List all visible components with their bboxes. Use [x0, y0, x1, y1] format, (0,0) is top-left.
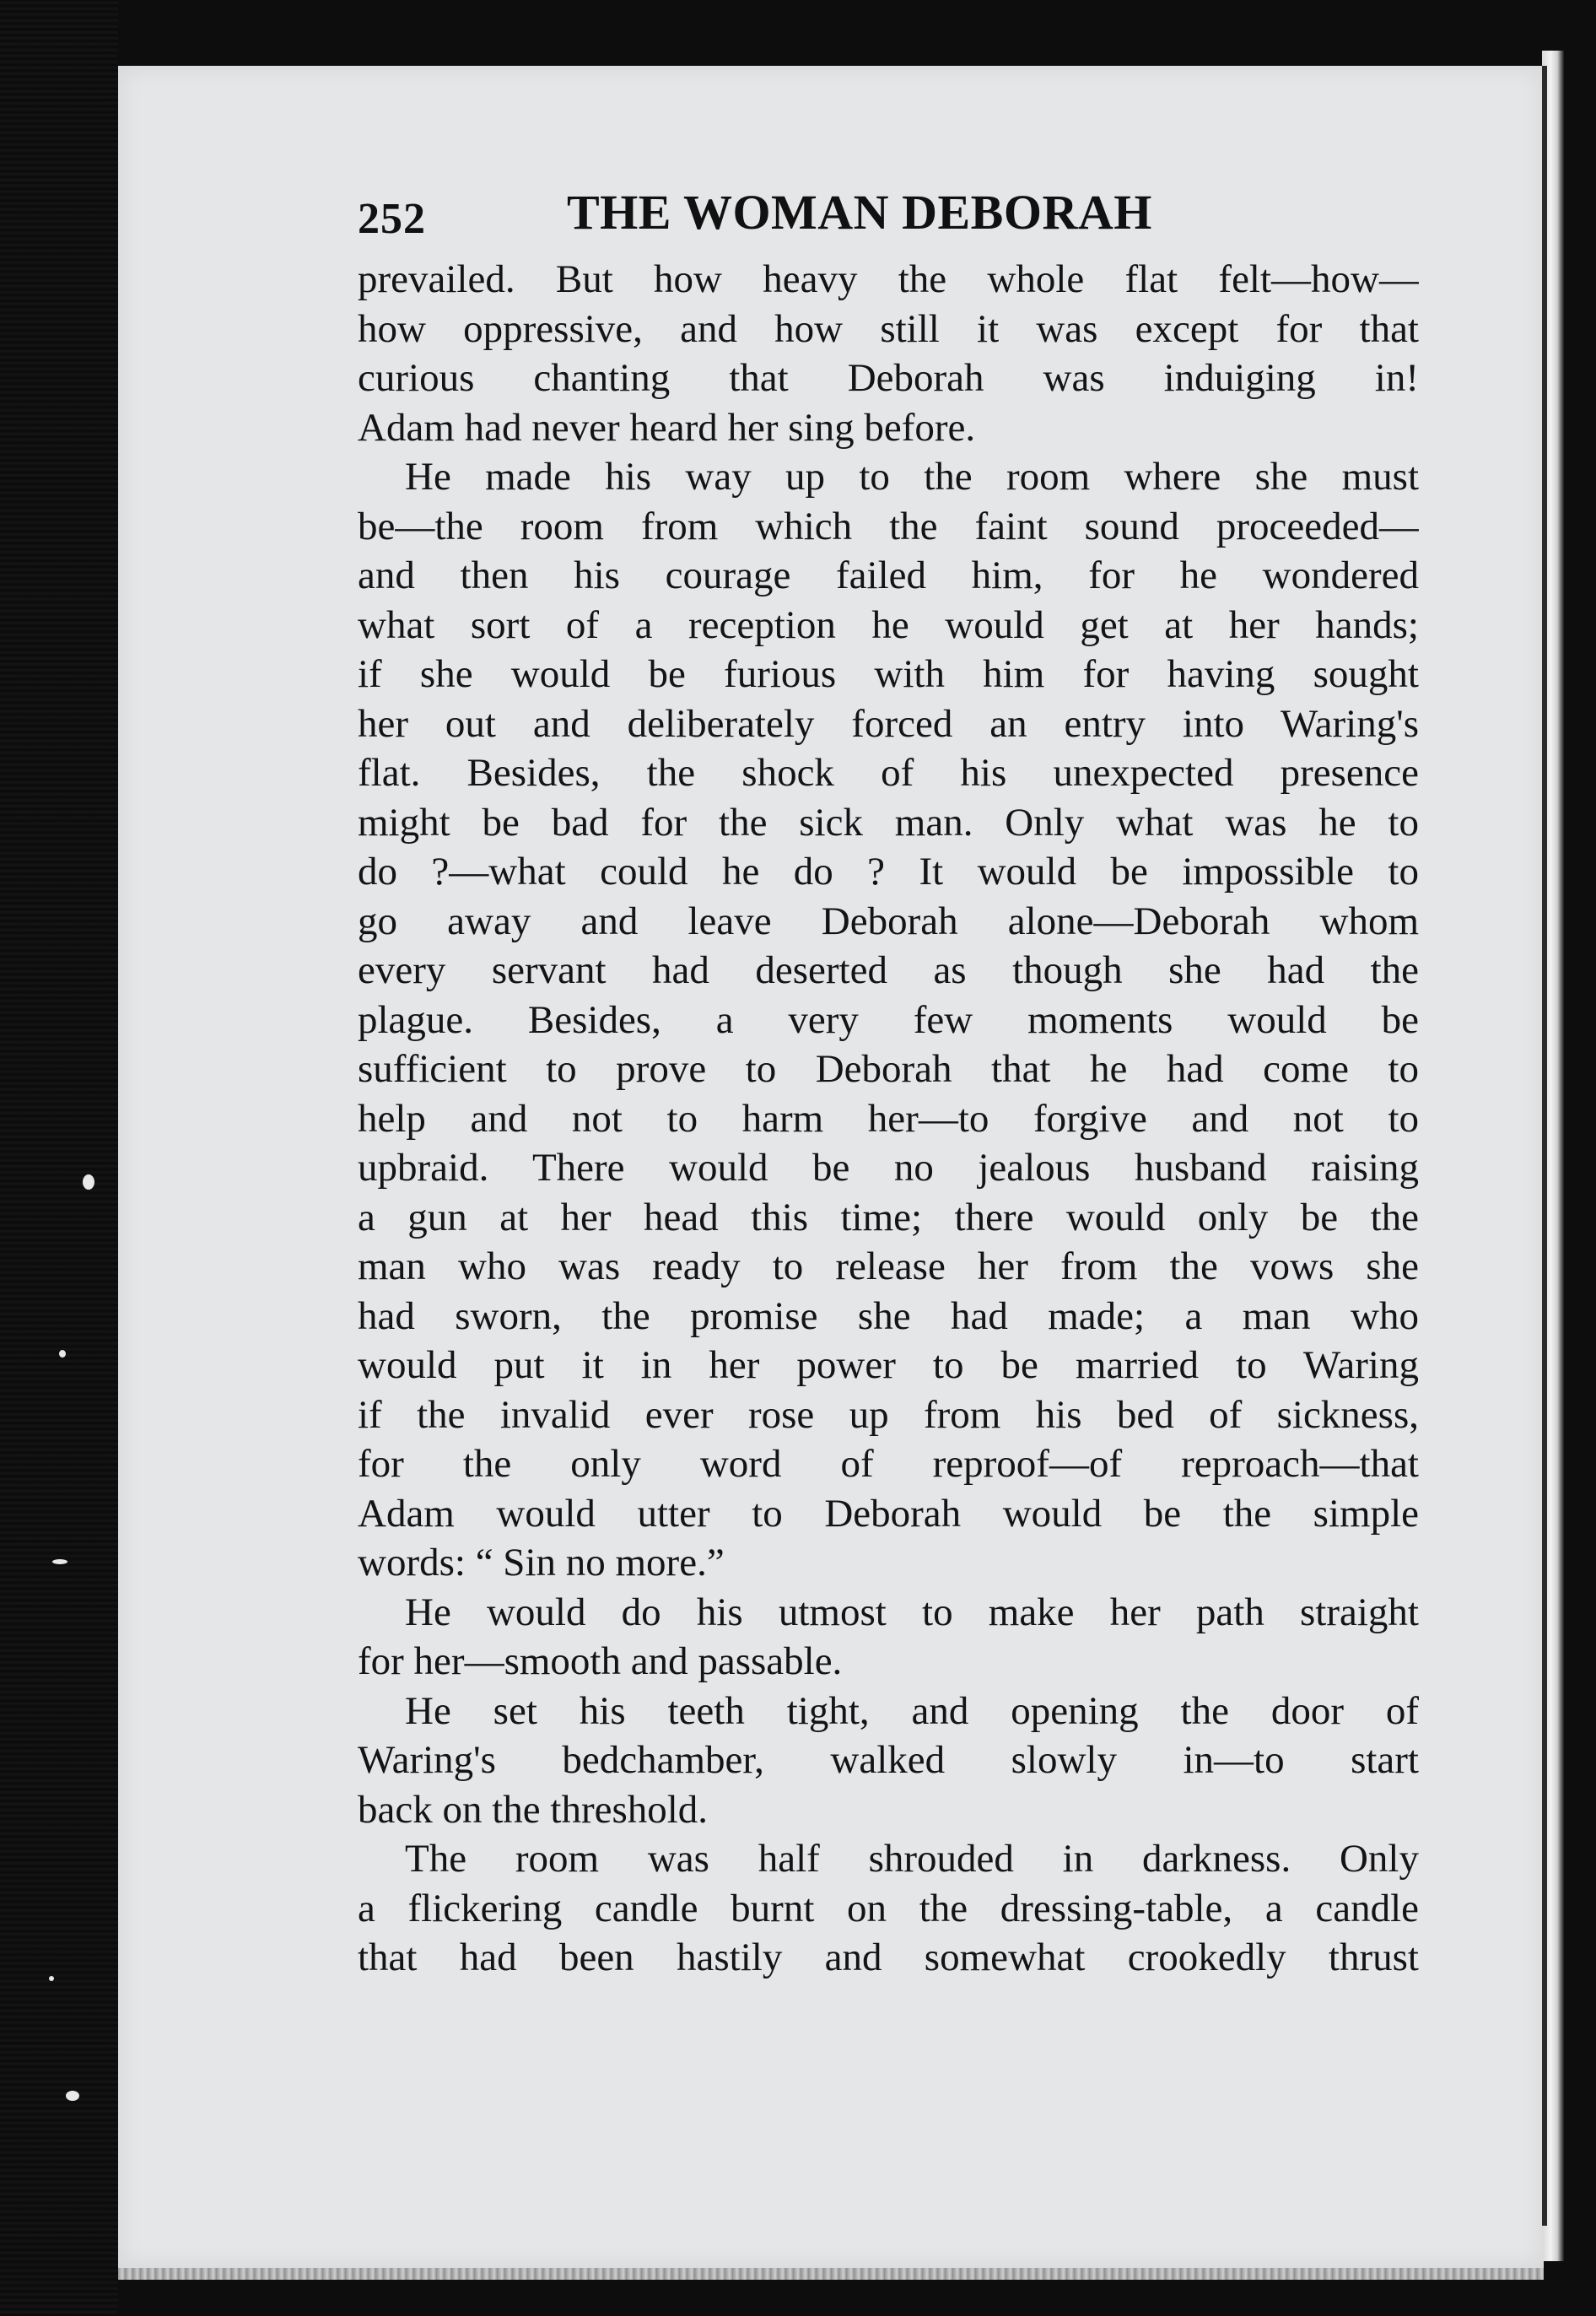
text-line: plague. Besides, a very few moments would be	[358, 997, 1419, 1042]
scan-speck	[49, 1976, 54, 1981]
text-line: He made his way up to the room where she must	[405, 455, 1419, 499]
page-bottom-edge	[118, 2268, 1544, 2280]
page-number: 252	[358, 195, 426, 243]
text-line: be—the room from which the faint sound proceeded—	[358, 504, 1419, 548]
body-text	[358, 255, 1419, 1983]
text-line: Waring's bedchamber, walked slowly in—to start	[358, 1738, 1419, 1782]
text-line: man who was ready to release her from the vows she	[358, 1244, 1419, 1288]
text-line: her out and deliberately forced an entry into Waring's	[358, 701, 1419, 746]
text-line: if she would be furious with him for having sought	[358, 652, 1419, 696]
text-line: would put it in her power to be married to Waring	[358, 1343, 1419, 1387]
text-line: Adam had never heard her sing before.	[358, 405, 976, 450]
scan-left-margin	[0, 0, 118, 2316]
text-line: Adam would utter to Deborah would be the simple	[358, 1491, 1419, 1536]
text-line: if the invalid ever rose up from his bed of sickness,	[358, 1392, 1419, 1437]
text-line: a gun at her head this time; there would only be the	[358, 1195, 1419, 1239]
text-line: every servant had deserted as though she had the	[358, 948, 1419, 992]
scan-speck	[52, 1559, 67, 1564]
binding-line	[1542, 66, 1547, 2226]
text-line: do ?—what could he do ? It would be impossible to	[358, 850, 1419, 893]
page-header	[358, 184, 1429, 243]
text-line: flat. Besides, the shock of his unexpected presence	[358, 751, 1419, 795]
text-line: how oppressive, and how still it was except for that	[358, 306, 1419, 351]
scan-speck	[83, 1174, 94, 1190]
text-line: for her—smooth and passable.	[358, 1639, 843, 1683]
scan-speck	[66, 2091, 79, 2101]
text-line: and then his courage failed him, for he wondered	[358, 553, 1419, 597]
text-line: prevailed. But how heavy the whole flat felt—how—	[358, 257, 1419, 301]
text-line: upbraid. There would be no jealous husband raising	[358, 1146, 1419, 1190]
text-line: what sort of a reception he would get at her hands;	[358, 602, 1419, 647]
text-line: The room was half shrouded in darkness. Only	[405, 1837, 1419, 1881]
text-line: He would do his utmost to make her path straight	[405, 1590, 1419, 1634]
text-line: for the only word of reproof—of reproach—that	[358, 1442, 1419, 1486]
text-line: that had been hastily and somewhat crookedly thrust	[358, 1935, 1419, 1979]
text-line: might be bad for the sick man. Only what was he to	[358, 800, 1419, 845]
text-line: back on the threshold.	[358, 1787, 709, 1832]
text-line: curious chanting that Deborah was induiging in!	[358, 356, 1419, 400]
text-line: He set his teeth tight, and opening the door of	[405, 1688, 1419, 1733]
running-title: THE WOMAN DEBORAH	[567, 185, 1152, 240]
text-line: words: “ Sin no more.”	[358, 1541, 725, 1584]
text-line: sufficient to prove to Deborah that he had come to	[358, 1047, 1419, 1091]
text-line: help and not to harm her—to forgive and not to	[358, 1096, 1419, 1141]
scan-speck	[59, 1350, 66, 1358]
text-line: a flickering candle burnt on the dressing-table, a candle	[358, 1886, 1419, 1930]
text-line: go away and leave Deborah alone—Deborah whom	[358, 899, 1419, 943]
text-line: had sworn, the promise she had made; a man who	[358, 1293, 1419, 1338]
